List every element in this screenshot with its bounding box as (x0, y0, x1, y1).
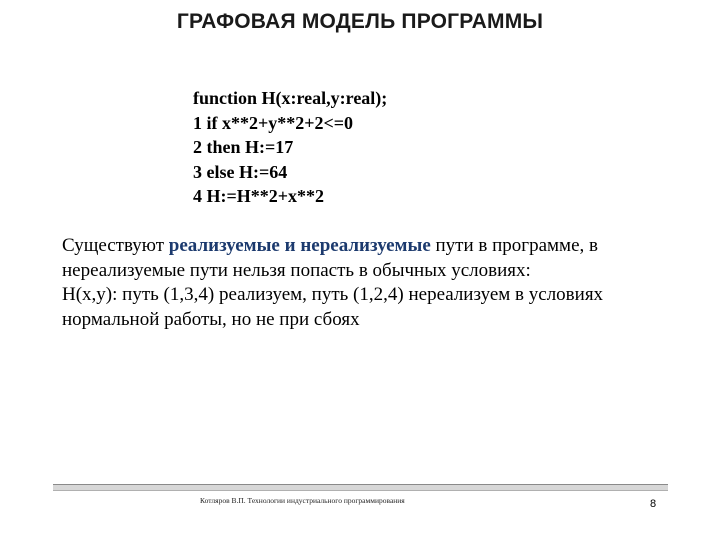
paragraph-text-middle: пути в программе, в нереализуемые пути нельзя попасть в обычных условиях: (62, 235, 598, 281)
code-line-1: 1 if x**2+y**2+2<=0 (193, 112, 354, 133)
code-line-2: 2 then H:=17 (193, 137, 294, 157)
footer-author: Котляров В.П. Технологии индустриального программирования (200, 496, 405, 505)
code-block (193, 86, 387, 209)
paragraph-highlight: реализуемые и нереализуемые (168, 235, 431, 256)
footer-divider (53, 484, 668, 491)
code-line-0: function H(x:real,y:real); (193, 88, 388, 108)
paragraph-text-start: Существуют (62, 235, 169, 256)
code-line-3: 3 else H:=64 (193, 161, 288, 182)
description-paragraph (62, 234, 682, 332)
paragraph-text-paths: H(x,y): путь (1,3,4) реализуем, путь (1,2,4) нереализуем в условиях нормальной работы, но не при сбоях (62, 284, 604, 330)
code-line-4: 4 H:=H**2+x**2 (193, 186, 325, 206)
slide-title: ГРАФОВАЯ МОДЕЛЬ ПРОГРАММЫ (176, 10, 544, 33)
page-number: 8 (650, 498, 657, 510)
